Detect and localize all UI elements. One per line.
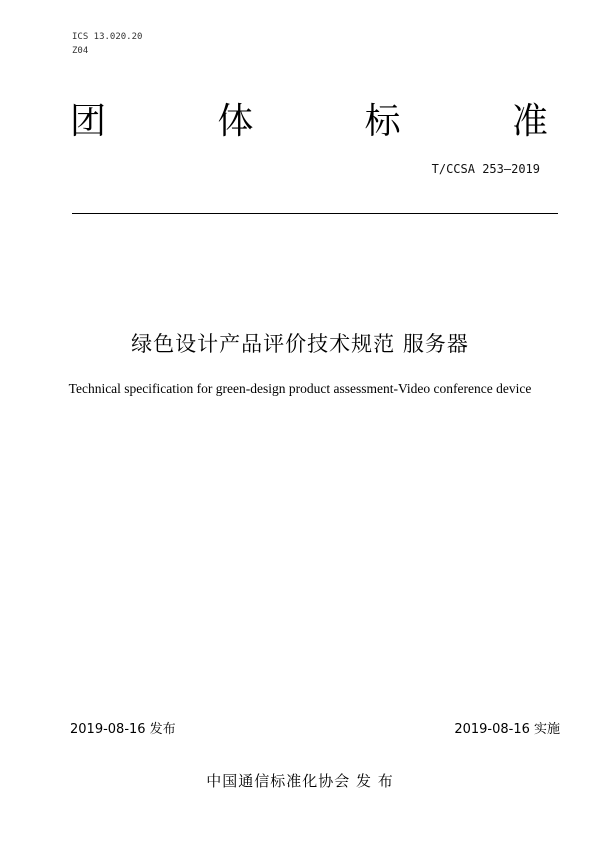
ics-code: ICS 13.020.20	[72, 32, 143, 42]
heading-char-3: 标	[364, 101, 401, 142]
ccs-code: Z04	[72, 46, 89, 56]
header-divider	[72, 213, 558, 214]
standard-number: T/CCSA 253—2019	[431, 162, 540, 176]
document-title-en: Technical specification for green-design product assessment-Video conference device	[68, 381, 532, 396]
publication-date: 2019-08-16 发布	[70, 722, 176, 737]
implementation-date: 2019-08-16 实施	[454, 722, 560, 737]
heading-char-4: 准	[511, 101, 548, 142]
issuing-body: 中国通信标准化协会 发 布	[206, 772, 394, 790]
heading-char-2: 体	[217, 101, 254, 142]
heading-char-1: 团	[70, 101, 107, 142]
document-title-zh: 绿色设计产品评价技术规范 服务器	[131, 332, 469, 356]
classification-codes	[72, 30, 142, 58]
group-standard-heading	[70, 98, 548, 146]
